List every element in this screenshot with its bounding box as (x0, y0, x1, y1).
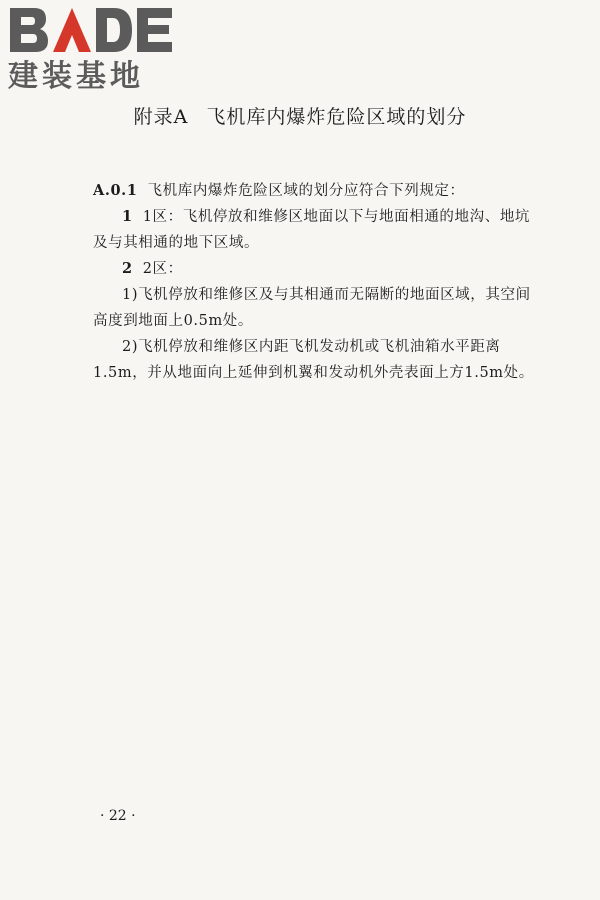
logo-wordmark (6, 4, 176, 56)
section-heading: 飞机库内爆炸危险区域的划分应符合下列规定： (147, 183, 465, 199)
item-1-number: 1 (122, 208, 133, 225)
item-2-text: 2区： (142, 261, 183, 277)
item-2 (93, 256, 541, 282)
bade-logo (6, 4, 176, 94)
section-a01 (93, 178, 541, 204)
subitem-1: 1)飞机停放和维修区及与其相通而无隔断的地面区域，其空间高度到地面上0.5m处。 (93, 287, 531, 329)
appendix-title-text: 飞机库内爆炸危险区域的划分 (206, 106, 467, 128)
appendix-title (0, 104, 600, 130)
subitem-2: 2)飞机停放和维修区内距飞机发动机或飞机油箱水平距离1.5m，并从地面向上延伸到机翼和发动机外壳表面上方1.5m处。 (93, 339, 534, 381)
logo-subtitle: 建装基地 (8, 59, 144, 94)
page-number: · 22 · (100, 808, 136, 824)
item-1-text: 1区：飞机停放和维修区地面以下与地面相通的地沟、地坑及与其相通的地下区域。 (93, 209, 531, 251)
section-number: A.0.1 (93, 182, 138, 199)
item-1 (93, 204, 541, 256)
document-body (93, 178, 541, 386)
item-2-number: 2 (122, 260, 133, 277)
logo-wordmark-graphic (6, 4, 176, 56)
appendix-label: 附录A (133, 106, 189, 128)
